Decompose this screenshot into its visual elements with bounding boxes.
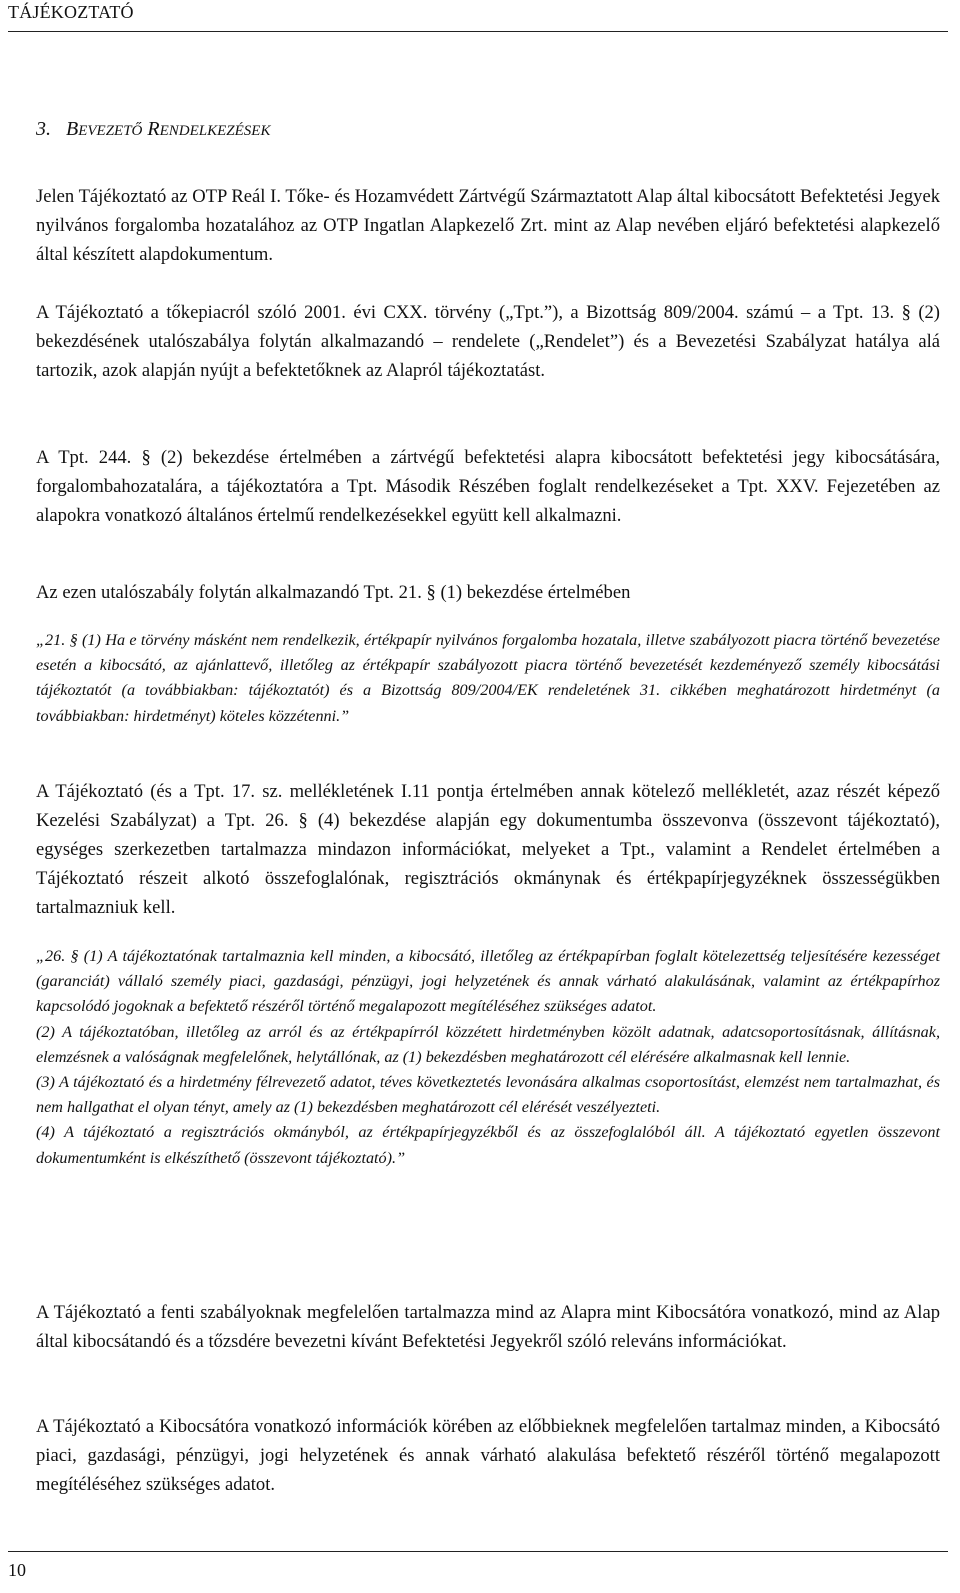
footer-rule xyxy=(8,1551,948,1552)
combined-prospectus-paragraph: A Tájékoztató (és a Tpt. 17. sz. mellékletének I.11 pontja értelmében annak kötelező mellékletét, azaz részét képező Kezelési Szabályzat) a Tpt. 26. § (4) bekezdése alapján egy dokumentumba összevonva (összevont tájékoztató), egységes szerkezetben tartalmazza mindazon információkat, melyeket a Tpt., valamint a Rendelet értelmében a Tájékoztató részeit alkotó összefoglalónak, regisztrációs okmánynak és értékpapírjegyzéknek összességükben tartalmazniuk kell. xyxy=(36,781,940,918)
running-header: TÁJÉKOZTATÓ xyxy=(8,2,134,22)
tpt-244-paragraph: A Tpt. 244. § (2) bekezdése értelmében a zártvégű befektetési alapra kibocsátott befektetési jegy kibocsátására, forgalombahozatalára, a tájékoztatóra a Tpt. Második Részében foglalt rendelkezéseket a Tpt. XXV. Fejezetében az alapokra vonatkozó általános értelmű rendelkezésekkel együtt kell alkalmazni. xyxy=(36,447,940,526)
section-number: 3. xyxy=(36,118,51,140)
section-title-rest-1: EVEZETŐ xyxy=(78,123,143,139)
intro-paragraph: Jelen Tájékoztató az OTP Reál I. Tőke- és Hozamvédett Zártvégű Származtatott Alap által kibocsátott Befektetési Jegyek nyilvános forgalomba hozatalához az OTP Ingatlan Alapkezelő Zrt. mint az Alap nevében eljáró befektetési alapkezelő által készített alapdokumentum. xyxy=(36,186,940,265)
tpt-26-quote xyxy=(36,944,940,1171)
section-title-initial-2: R xyxy=(147,118,160,140)
quote-section-3: (3) A tájékoztató és a hirdetmény félrevezető adatot, téves következtetés levonására alkalmas csoportosítást, elemzést nem tartalmazhat, és nem hallgathat el olyan tényt, amely az (1) bekezdésben meghatározott cél elérését veszélyezteti. xyxy=(36,1073,940,1117)
section-title-rest-2: ENDELKEZÉSEK xyxy=(159,123,271,139)
header-rule xyxy=(8,31,948,32)
legal-basis-paragraph: A Tájékoztató a tőkepiacról szóló 2001. évi CXX. törvény („Tpt.”), a Bizottság 809/2004. számú – a Tpt. 13. § (2) bekezdésének utalószabálya folytán alkalmazandó – rendelete („Rendelet”) és a Bevezetési Szabályzat hatálya alá tartozik, azok alapján nyújt a befektetőknek az Alapról tájékoztatást. xyxy=(36,302,940,381)
tpt-21-quote xyxy=(36,628,940,729)
tpt-21-intro-paragraph: Az ezen utalószabály folytán alkalmazandó Tpt. 21. § (1) bekezdése értelmében xyxy=(36,582,631,603)
quote-section-2: (2) A tájékoztatóban, illetőleg az arról és az értékpapírról közzétett hirdetményben közölt adatnak, adatcsoportosításnak, állításnak, elemzésnek a valóságnak megfelelőnek, helytállónak, az (1) bekezdésben meghatározott cél elérésére alkalmasnak kell lennie. xyxy=(36,1022,940,1066)
quote-section-1: „26. § (1) A tájékoztatónak tartalmaznia kell minden, a kibocsátó, illetőleg az értékpapírban foglalt kötelezettség teljesítésére kezességet (garanciát) vállaló személy piaci, gazdasági, pénzügyi, jogi helyzetének és annak várható alakulásának, valamint az értékpapírhoz kapcsolódó jogoknak a befektető részéről történő megalapozott megítéléséhez szükséges adatot. xyxy=(36,947,940,1016)
quote-text: „21. § (1) Ha e törvény másként nem rendelkezik, értékpapír nyilvános forgalomba hozatala, illetve szabályozott piacra történő bevezetése esetén a kibocsátó, az ajánlattevő, illetőleg az értékpapír szabályozott piacra történő bevezetését kezdeményező személy kibocsátási tájékoztatót (a továbbiakban: tájékoztatót) és a Bizottság 809/2004/EK rendeletének 31. cikkében meghatározott hirdetményt (a továbbiakban: hirdetményt) köteles közzétenni.” xyxy=(36,631,940,725)
content-summary-paragraph: A Tájékoztató a fenti szabályoknak megfelelően tartalmazza mind az Alapra mint Kibocsátóra vonatkozó, mind az Alap által kibocsátandó és a tőzsdére bevezetni kívánt Befektetési Jegyekről szóló releváns információkat. xyxy=(36,1302,940,1352)
section-title xyxy=(36,118,270,141)
issuer-info-paragraph: A Tájékoztató a Kibocsátóra vonatkozó információk körében az előbbieknek megfelelően tartalmaz minden, a Kibocsátó piaci, gazdasági, pénzügyi, jogi helyzetének és annak várható alakulása befektető részéről történő megalapozott megítéléséhez szükséges adatot. xyxy=(36,1416,940,1495)
page-number: 10 xyxy=(8,1560,26,1580)
quote-section-4: (4) A tájékoztató a regisztrációs okmányból, az értékpapírjegyzékből és az összefoglalóból áll. A tájékoztató egyetlen összevont dokumentumként is elkészíthető (összevont tájékoztató).” xyxy=(36,1123,940,1167)
section-title-initial-1: B xyxy=(66,118,79,140)
